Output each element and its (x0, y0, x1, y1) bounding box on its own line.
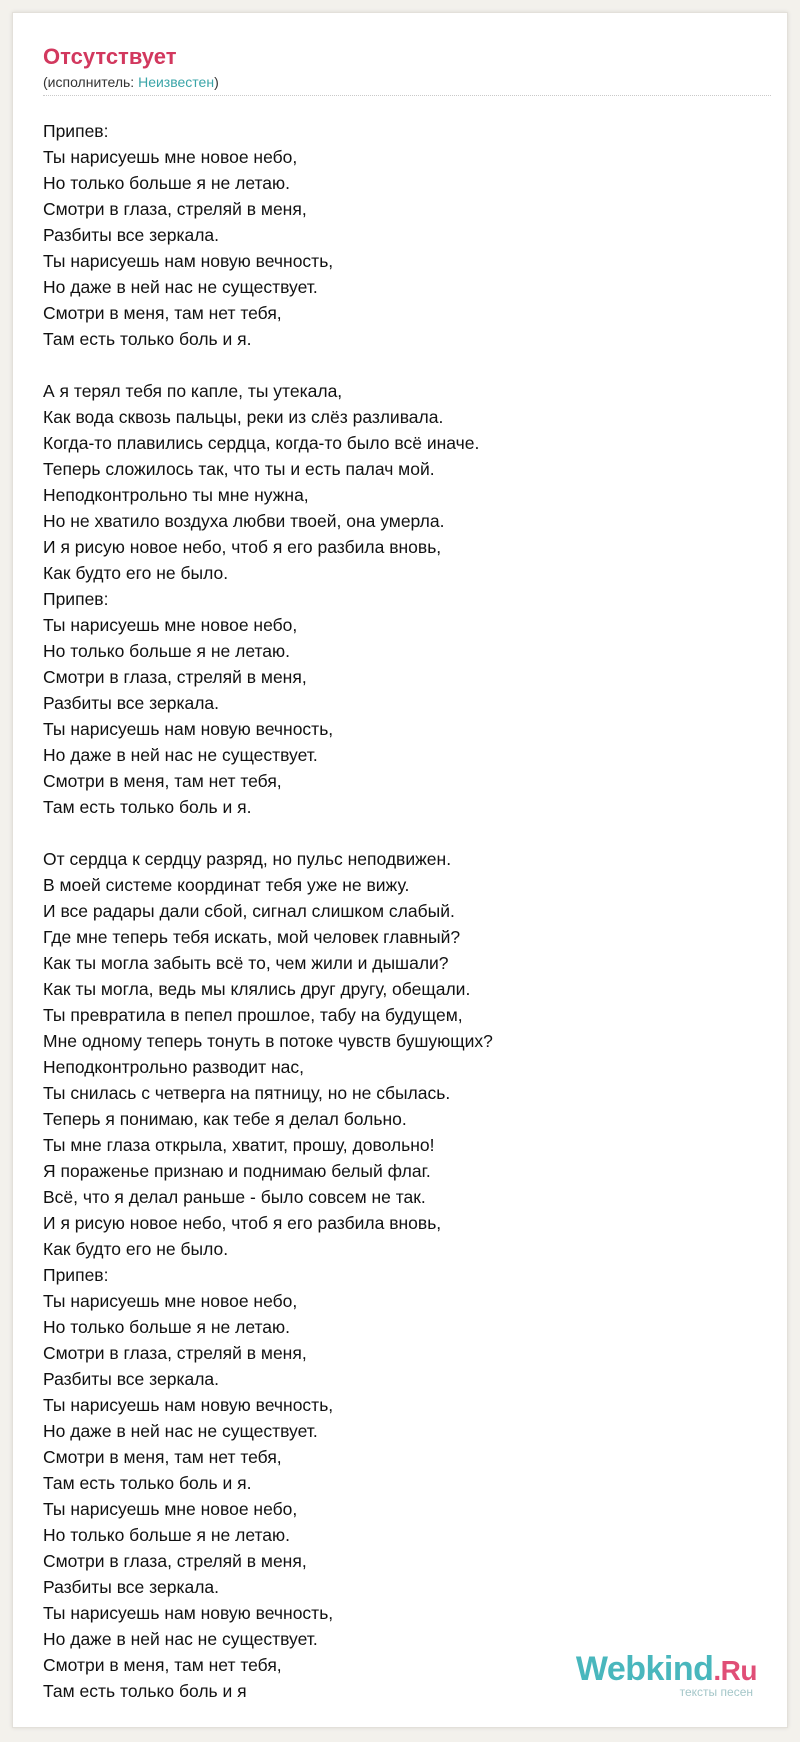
lyric-line: Разбиты все зеркала. (43, 225, 220, 245)
lyric-line: Как вода сквозь пальцы, реки из слёз разливала. (43, 407, 444, 427)
lyric-line: В моей системе координат тебя уже не вижу. (43, 875, 410, 895)
lyric-line: Смотри в меня, там нет тебя, (43, 1655, 282, 1675)
lyric-line: Как будто его не было. (43, 1239, 229, 1259)
lyric-line: И все радары дали сбой, сигнал слишком слабый. (43, 901, 455, 921)
lyric-line: Но только больше я не летаю. (43, 173, 291, 193)
lyric-line: Но даже в ней нас не существует. (43, 1629, 318, 1649)
lyric-line: Разбиты все зеркала. (43, 693, 220, 713)
artist-line (43, 73, 771, 91)
song-header (43, 43, 771, 96)
lyric-line: Неподконтрольно ты мне нужна, (43, 485, 309, 505)
lyric-line: Ты нарисуешь нам новую вечность, (43, 719, 334, 739)
lyric-line: Ты нарисуешь мне новое небо, (43, 615, 298, 635)
lyric-line: Мне одному теперь тонуть в потоке чувств бушующих? (43, 1031, 493, 1051)
lyric-line: Как ты могла забыть всё то, чем жили и дышали? (43, 953, 449, 973)
lyric-line: Разбиты все зеркала. (43, 1577, 220, 1597)
lyric-line: Неподконтрольно разводит нас, (43, 1057, 304, 1077)
lyric-line: Где мне теперь тебя искать, мой человек главный? (43, 927, 461, 947)
lyric-line: Но только больше я не летаю. (43, 1317, 291, 1337)
lyric-line: От сердца к сердцу разряд, но пульс неподвижен. (43, 849, 452, 869)
lyric-line: Припев: (43, 1265, 109, 1285)
lyric-line: Когда-то плавились сердца, когда-то было всё иначе. (43, 433, 480, 453)
lyric-line: Там есть только боль и я. (43, 797, 252, 817)
lyric-line: Смотри в глаза, стреляй в меня, (43, 667, 307, 687)
watermark-brand: Webkind (575, 1650, 714, 1688)
song-title: Отсутствует (43, 44, 177, 69)
watermark-logo (576, 1651, 757, 1689)
lyric-line: Я пораженье признаю и поднимаю белый флаг. (43, 1161, 431, 1181)
lyric-line: Ты нарисуешь нам новую вечность, (43, 1603, 334, 1623)
lyric-line: Смотри в меня, там нет тебя, (43, 771, 282, 791)
lyric-line: Ты нарисуешь мне новое небо, (43, 1291, 298, 1311)
lyric-line: Ты нарисуешь мне новое небо, (43, 147, 298, 167)
lyric-line: Как будто его не было. (43, 563, 229, 583)
lyric-line: Как ты могла, ведь мы клялись друг другу, обещали. (43, 979, 471, 999)
lyrics-card (12, 12, 788, 1728)
site-watermark (576, 1651, 757, 1699)
lyric-line: Ты мне глаза открыла, хватит, прошу, довольно! (43, 1135, 435, 1155)
stanza-break (43, 352, 763, 378)
lyric-line: Ты нарисуешь нам новую вечность, (43, 251, 334, 271)
lyric-line: Теперь сложилось так, что ты и есть палач мой. (43, 459, 435, 479)
lyric-line: Ты нарисуешь нам новую вечность, (43, 1395, 334, 1415)
lyric-line: Там есть только боль и я. (43, 329, 252, 349)
lyrics-text (43, 118, 763, 1704)
stanza-break (43, 820, 763, 846)
lyric-line: И я рисую новое небо, чтоб я его разбила вновь, (43, 537, 442, 557)
lyric-line: Смотри в меня, там нет тебя, (43, 1447, 282, 1467)
artist-link[interactable]: Неизвестен (138, 74, 215, 90)
lyric-line: Но даже в ней нас не существует. (43, 277, 318, 297)
lyric-line: Теперь я понимаю, как тебе я делал больно. (43, 1109, 407, 1129)
lyric-line: Но не хватило воздуха любви твоей, она умерла. (43, 511, 445, 531)
lyric-line: Ты снилась с четверга на пятницу, но не сбылась. (43, 1083, 451, 1103)
lyric-line: Ты превратила в пепел прошлое, табу на будущем, (43, 1005, 463, 1025)
lyric-line: Смотри в глаза, стреляй в меня, (43, 199, 307, 219)
lyric-line: Там есть только боль и я. (43, 1473, 252, 1493)
lyric-line: Смотри в глаза, стреляй в меня, (43, 1343, 307, 1363)
artist-prefix: (исполнитель: (43, 74, 139, 90)
lyric-line: Припев: (43, 121, 109, 141)
lyric-line: Разбиты все зеркала. (43, 1369, 220, 1389)
lyric-line: Но только больше я не летаю. (43, 1525, 291, 1545)
watermark-subtitle: тексты песен (679, 1685, 753, 1699)
watermark-tld: .Ru (713, 1655, 757, 1686)
lyric-line: А я терял тебя по капле, ты утекала, (43, 381, 343, 401)
lyric-line: Но даже в ней нас не существует. (43, 1421, 318, 1441)
lyric-line: Там есть только боль и я (43, 1681, 247, 1701)
lyric-line: И я рисую новое небо, чтоб я его разбила вновь, (43, 1213, 442, 1233)
lyric-line: Смотри в меня, там нет тебя, (43, 303, 282, 323)
artist-suffix: ) (214, 74, 219, 90)
lyric-line: Смотри в глаза, стреляй в меня, (43, 1551, 307, 1571)
lyric-line: Всё, что я делал раньше - было совсем не так. (43, 1187, 426, 1207)
lyric-line: Но только больше я не летаю. (43, 641, 291, 661)
lyric-line: Припев: (43, 589, 109, 609)
lyric-line: Ты нарисуешь мне новое небо, (43, 1499, 298, 1519)
lyric-line: Но даже в ней нас не существует. (43, 745, 318, 765)
